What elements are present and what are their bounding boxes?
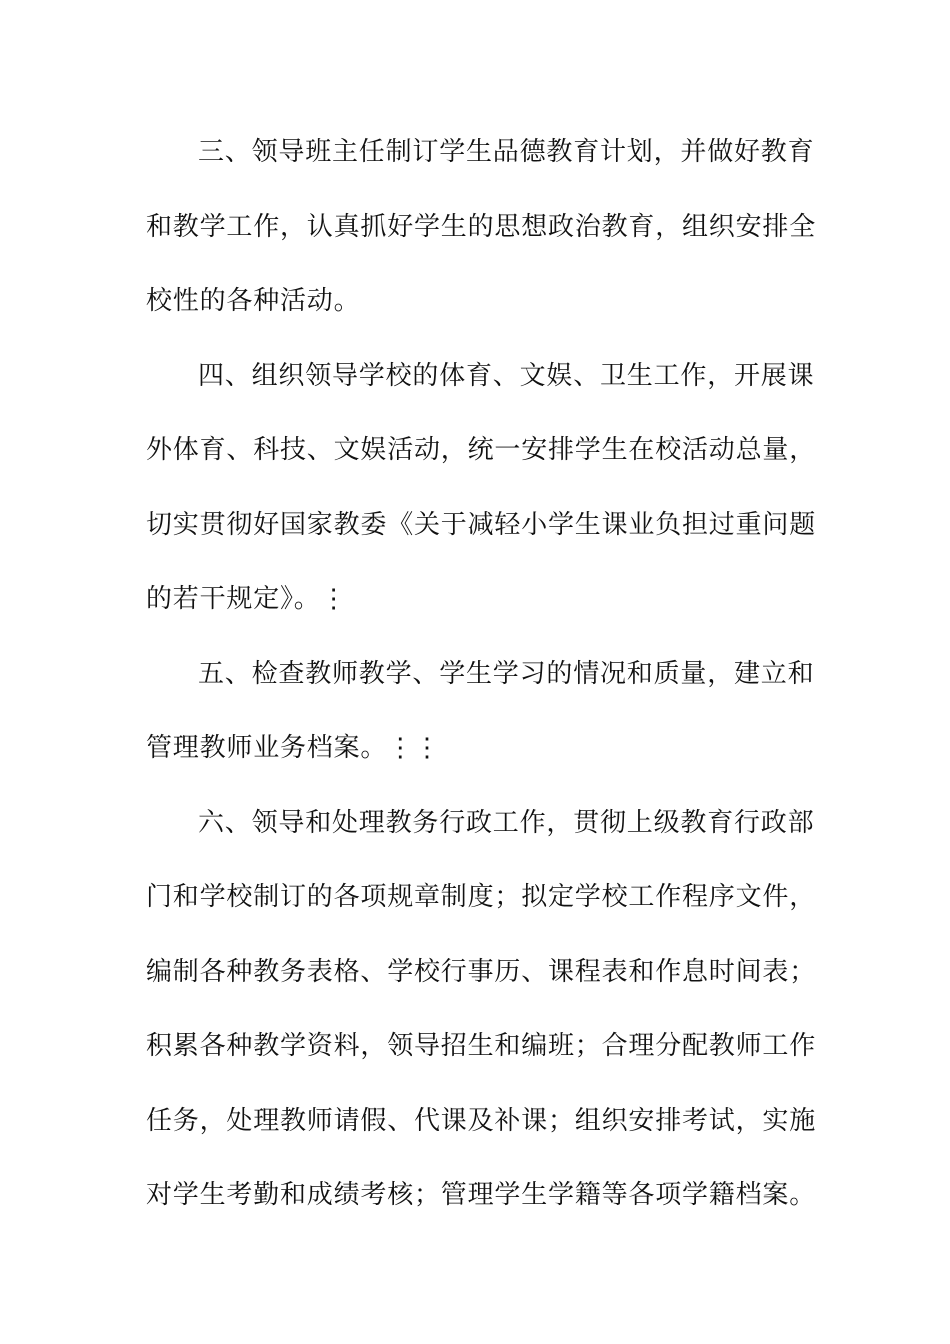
- paragraph-item-3: [146, 128, 817, 352]
- paragraph-line: 六、领导和处理教务行政工作，贯彻上级教育行政部: [198, 807, 815, 838]
- paragraph-line: 任务，处理教师请假、代课及补课；组织安排考试，实施: [146, 1105, 817, 1136]
- paragraph-line: 管理教师业务档案。⋮⋮: [146, 733, 441, 763]
- paragraph-line: 五、检查教师教学、学生学习的情况和质量，建立和: [198, 658, 815, 689]
- paragraph-line: 外体育、科技、文娱活动，统一安排学生在校活动总量，: [146, 435, 817, 465]
- paragraph-line: 的若干规定》。⋮: [146, 584, 348, 614]
- paragraph-line: 四、组织领导学校的体育、文娱、卫生工作，开展课: [198, 360, 815, 391]
- paragraph-item-5: [146, 650, 815, 799]
- paragraph-line: 三、领导班主任制订学生品德教育计划，并做好教育: [198, 137, 815, 167]
- paragraph-line: 积累各种教学资料，领导招生和编班；合理分配教师工作: [146, 1031, 817, 1061]
- paragraph-line: 编制各种教务表格、学校行事历、课程表和作息时间表；: [146, 956, 817, 987]
- paragraph-item-4: [146, 352, 817, 650]
- paragraph-line: 切实贯彻好国家教委《关于减轻小学生课业负担过重问题: [146, 509, 817, 540]
- paragraph-line: 和教学工作，认真抓好学生的思想政治教育，组织安排全: [146, 211, 817, 242]
- paragraph-item-6: [146, 799, 817, 1246]
- document-body: [146, 128, 817, 1246]
- paragraph-line: 门和学校制订的各项规章制度；拟定学校工作程序文件，: [146, 882, 817, 912]
- paragraph-line: 对学生考勤和成绩考核；管理学生学籍等各项学籍档案。: [146, 1180, 817, 1210]
- paragraph-line: 校性的各种活动。: [146, 286, 361, 316]
